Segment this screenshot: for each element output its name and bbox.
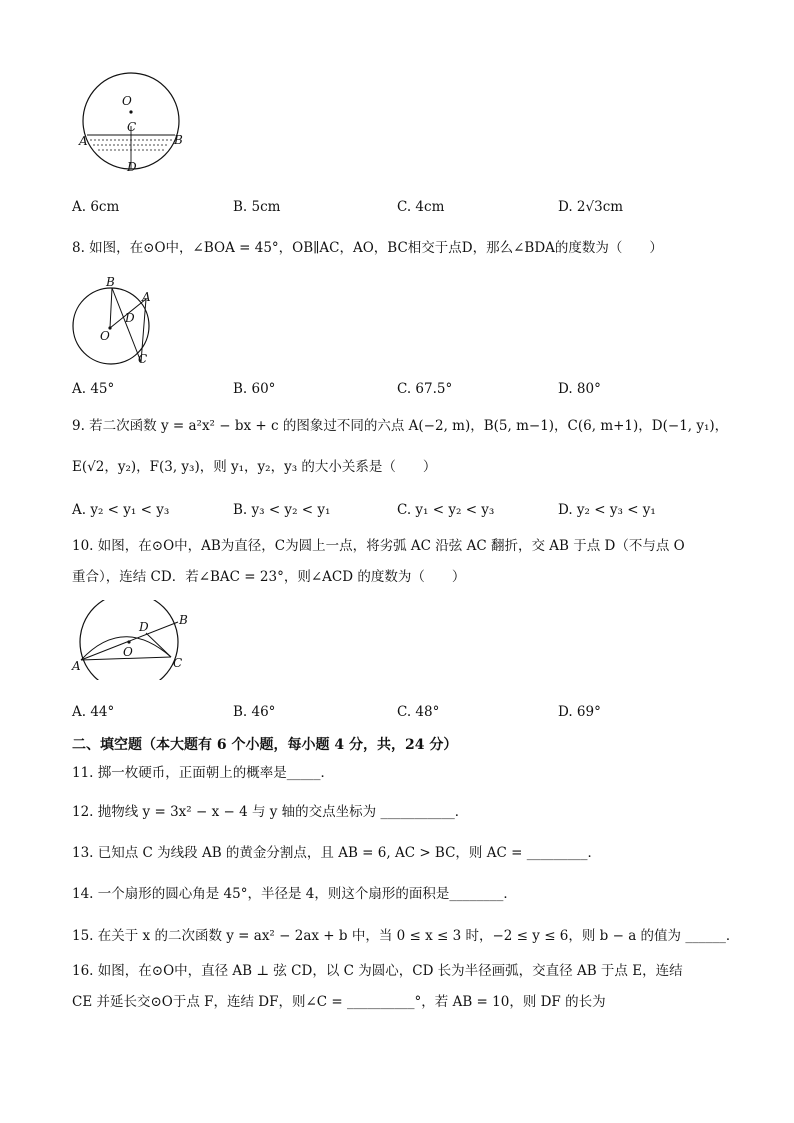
q10-stem-line2: 重合），连结 CD．若∠BAC = 23°，则∠ACD 的度数为（ ） xyxy=(72,569,466,585)
q7-option-d: D. 2√3cm xyxy=(558,199,624,215)
q10-option-d: D. 69° xyxy=(558,704,601,720)
q16-line1: 16. 如图，在⊙O中，直径 AB ⊥ 弦 CD，以 C 为圆心，CD 长为半径画弧，交直径 AB 于点 E，连结 xyxy=(72,963,683,979)
q9-option-b: B. y₃ < y₂ < y₁ xyxy=(233,502,331,518)
fig8-label-b: B xyxy=(106,275,115,289)
q7-option-a: A. 6cm xyxy=(72,199,120,215)
q8-figure xyxy=(66,274,166,374)
q12: 12. 抛物线 y = 3x² − x − 4 与 y 轴的交点坐标为 ___________． xyxy=(72,804,469,820)
q8-option-d: D. 80° xyxy=(558,381,601,397)
fig10-label-o: O xyxy=(123,645,133,659)
q10-option-a: A. 44° xyxy=(72,704,115,720)
fig10-label-d: D xyxy=(139,620,149,634)
q7-figure xyxy=(76,68,196,178)
q9-option-c: C. y₁ < y₂ < y₃ xyxy=(397,502,495,518)
fig7-label-o: O xyxy=(122,94,132,108)
q14: 14. 一个扇形的圆心角是 45°，半径是 4，则这个扇形的面积是________． xyxy=(72,886,517,902)
fig8-label-o: O xyxy=(100,329,110,343)
fig7-label-b: B xyxy=(174,133,183,147)
q10-option-b: B. 46° xyxy=(233,704,276,720)
q9-option-a: A. y₂ < y₁ < y₃ xyxy=(72,502,170,518)
fig10-label-c: C xyxy=(173,656,183,670)
q8-option-a: A. 45° xyxy=(72,381,115,397)
q15: 15. 在关于 x 的二次函数 y = ax² − 2ax + b 中，当 0 ≤ x ≤ 3 时，−2 ≤ y ≤ 6，则 b − a 的值为 ______． xyxy=(72,928,740,944)
q8-stem: 8. 如图，在⊙O中，∠BOA = 45°，OB∥AC，AO，BC相交于点D，那么∠BDA的度数为（ ） xyxy=(72,240,663,256)
q16-line2: CE 并延长交⊙O于点 F，连结 DF，则∠C = __________°，若 AB = 10，则 DF 的长为 xyxy=(72,994,606,1010)
q7-option-c: C. 4cm xyxy=(397,199,445,215)
q11: 11. 掷一枚硬币，正面朝上的概率是_____． xyxy=(72,765,335,781)
fig8-label-d: D xyxy=(125,311,135,325)
q9-stem-line1: 9. 若二次函数 y = a²x² − bx + c 的图象过不同的六点 A(−2, m)，B(5, m−1)，C(6, m+1)，D(−1, y₁)， xyxy=(72,418,729,434)
fig8-label-c: C xyxy=(138,352,148,366)
q9-stem-line2: E(√2，y₂)，F(3, y₃)，则 y₁，y₂，y₃ 的大小关系是（ ） xyxy=(72,459,437,475)
q10-stem-line1: 10. 如图，在⊙O中，AB为直径，C为圆上一点，将劣弧 AC 沿弦 AC 翻折，交 AB 于点 D（不与点 O xyxy=(72,538,685,554)
fig10-label-a: A xyxy=(72,659,81,673)
q13: 13. 已知点 C 为线段 AB 的黄金分割点，且 AB = 6, AC > BC，则 AC = _________． xyxy=(72,845,601,861)
q10-option-c: C. 48° xyxy=(397,704,440,720)
fig7-label-a: A xyxy=(79,134,88,148)
fig7-label-c: C xyxy=(127,120,137,134)
fig8-label-a: A xyxy=(142,290,151,304)
q10-figure xyxy=(68,600,192,680)
fig7-label-d: D xyxy=(127,160,137,174)
q9-option-d: D. y₂ < y₃ < y₁ xyxy=(558,502,656,518)
q8-option-c: C. 67.5° xyxy=(397,381,453,397)
section-2-title: 二、填空题（本大题有 6 个小题，每小题 4 分，共，24 分） xyxy=(72,737,458,753)
fig10-label-b: B xyxy=(179,613,188,627)
q8-option-b: B. 60° xyxy=(233,381,276,397)
q7-option-b: B. 5cm xyxy=(233,199,281,215)
